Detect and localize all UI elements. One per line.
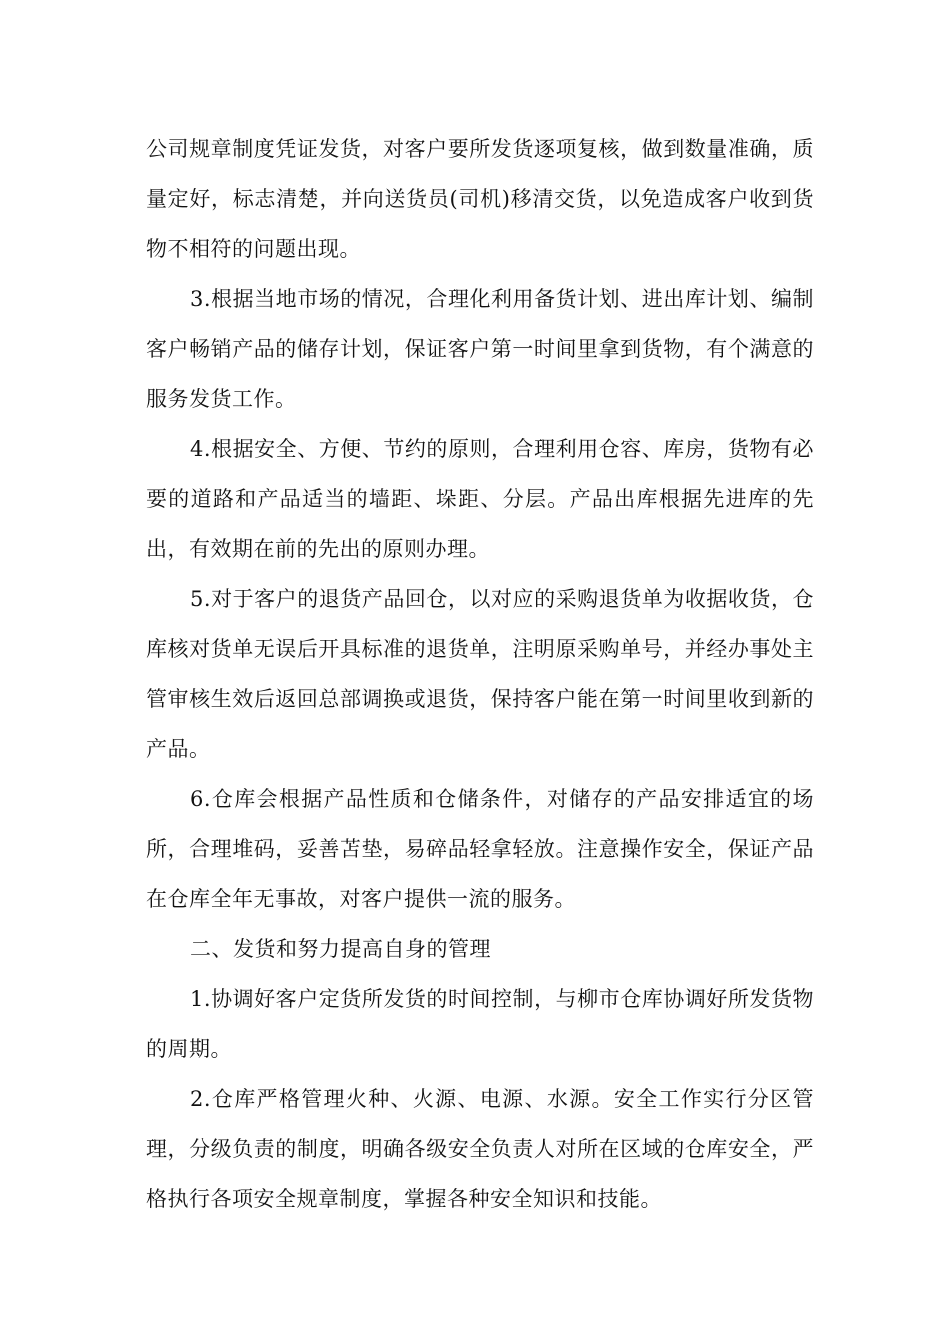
- paragraph-item-6: 6.仓库会根据产品性质和仓储条件，对储存的产品安排适宜的场所，合理堆码，妥善苫垫，易碎品轻拿轻放。注意操作安全，保证产品在仓库全年无事故，对客户提供一流的服务。: [146, 787, 814, 911]
- paragraph-item-5: 5.对于客户的退货产品回仓，以对应的采购退货单为收据收货，仓库核对货单无误后开具标准的退货单，注明原采购单号，并经办事处主管审核生效后返回总部调换或退货，保持客户能在第一时间里收到新的产品。: [146, 587, 814, 761]
- document-body: [146, 124, 814, 1224]
- paragraph-section2-item-1: 1.协调好客户定货所发货的时间控制，与柳市仓库协调好所发货物的周期。: [146, 987, 814, 1061]
- paragraph-item-3: 3.根据当地市场的情况，合理化利用备货计划、进出库计划、编制客户畅销产品的储存计划，保证客户第一时间里拿到货物，有个满意的服务发货工作。: [146, 287, 814, 411]
- paragraph-section2-item-2: 2.仓库严格管理火种、火源、电源、水源。安全工作实行分区管理，分级负责的制度，明确各级安全负责人对所在区域的仓库安全，严格执行各项安全规章制度，掌握各种安全知识和技能。: [146, 1087, 814, 1211]
- paragraph-continuation: 公司规章制度凭证发货，对客户要所发货逐项复核，做到数量准确，质量定好，标志清楚，并向送货员(司机)移清交货，以免造成客户收到货物不相符的问题出现。: [146, 137, 814, 261]
- paragraph-item-4: 4.根据安全、方便、节约的原则，合理利用仓容、库房，货物有必要的道路和产品适当的墙距、垛距、分层。产品出库根据先进库的先出，有效期在前的先出的原则办理。: [146, 437, 814, 561]
- section-heading-2: 二、发货和努力提高自身的管理: [190, 937, 491, 961]
